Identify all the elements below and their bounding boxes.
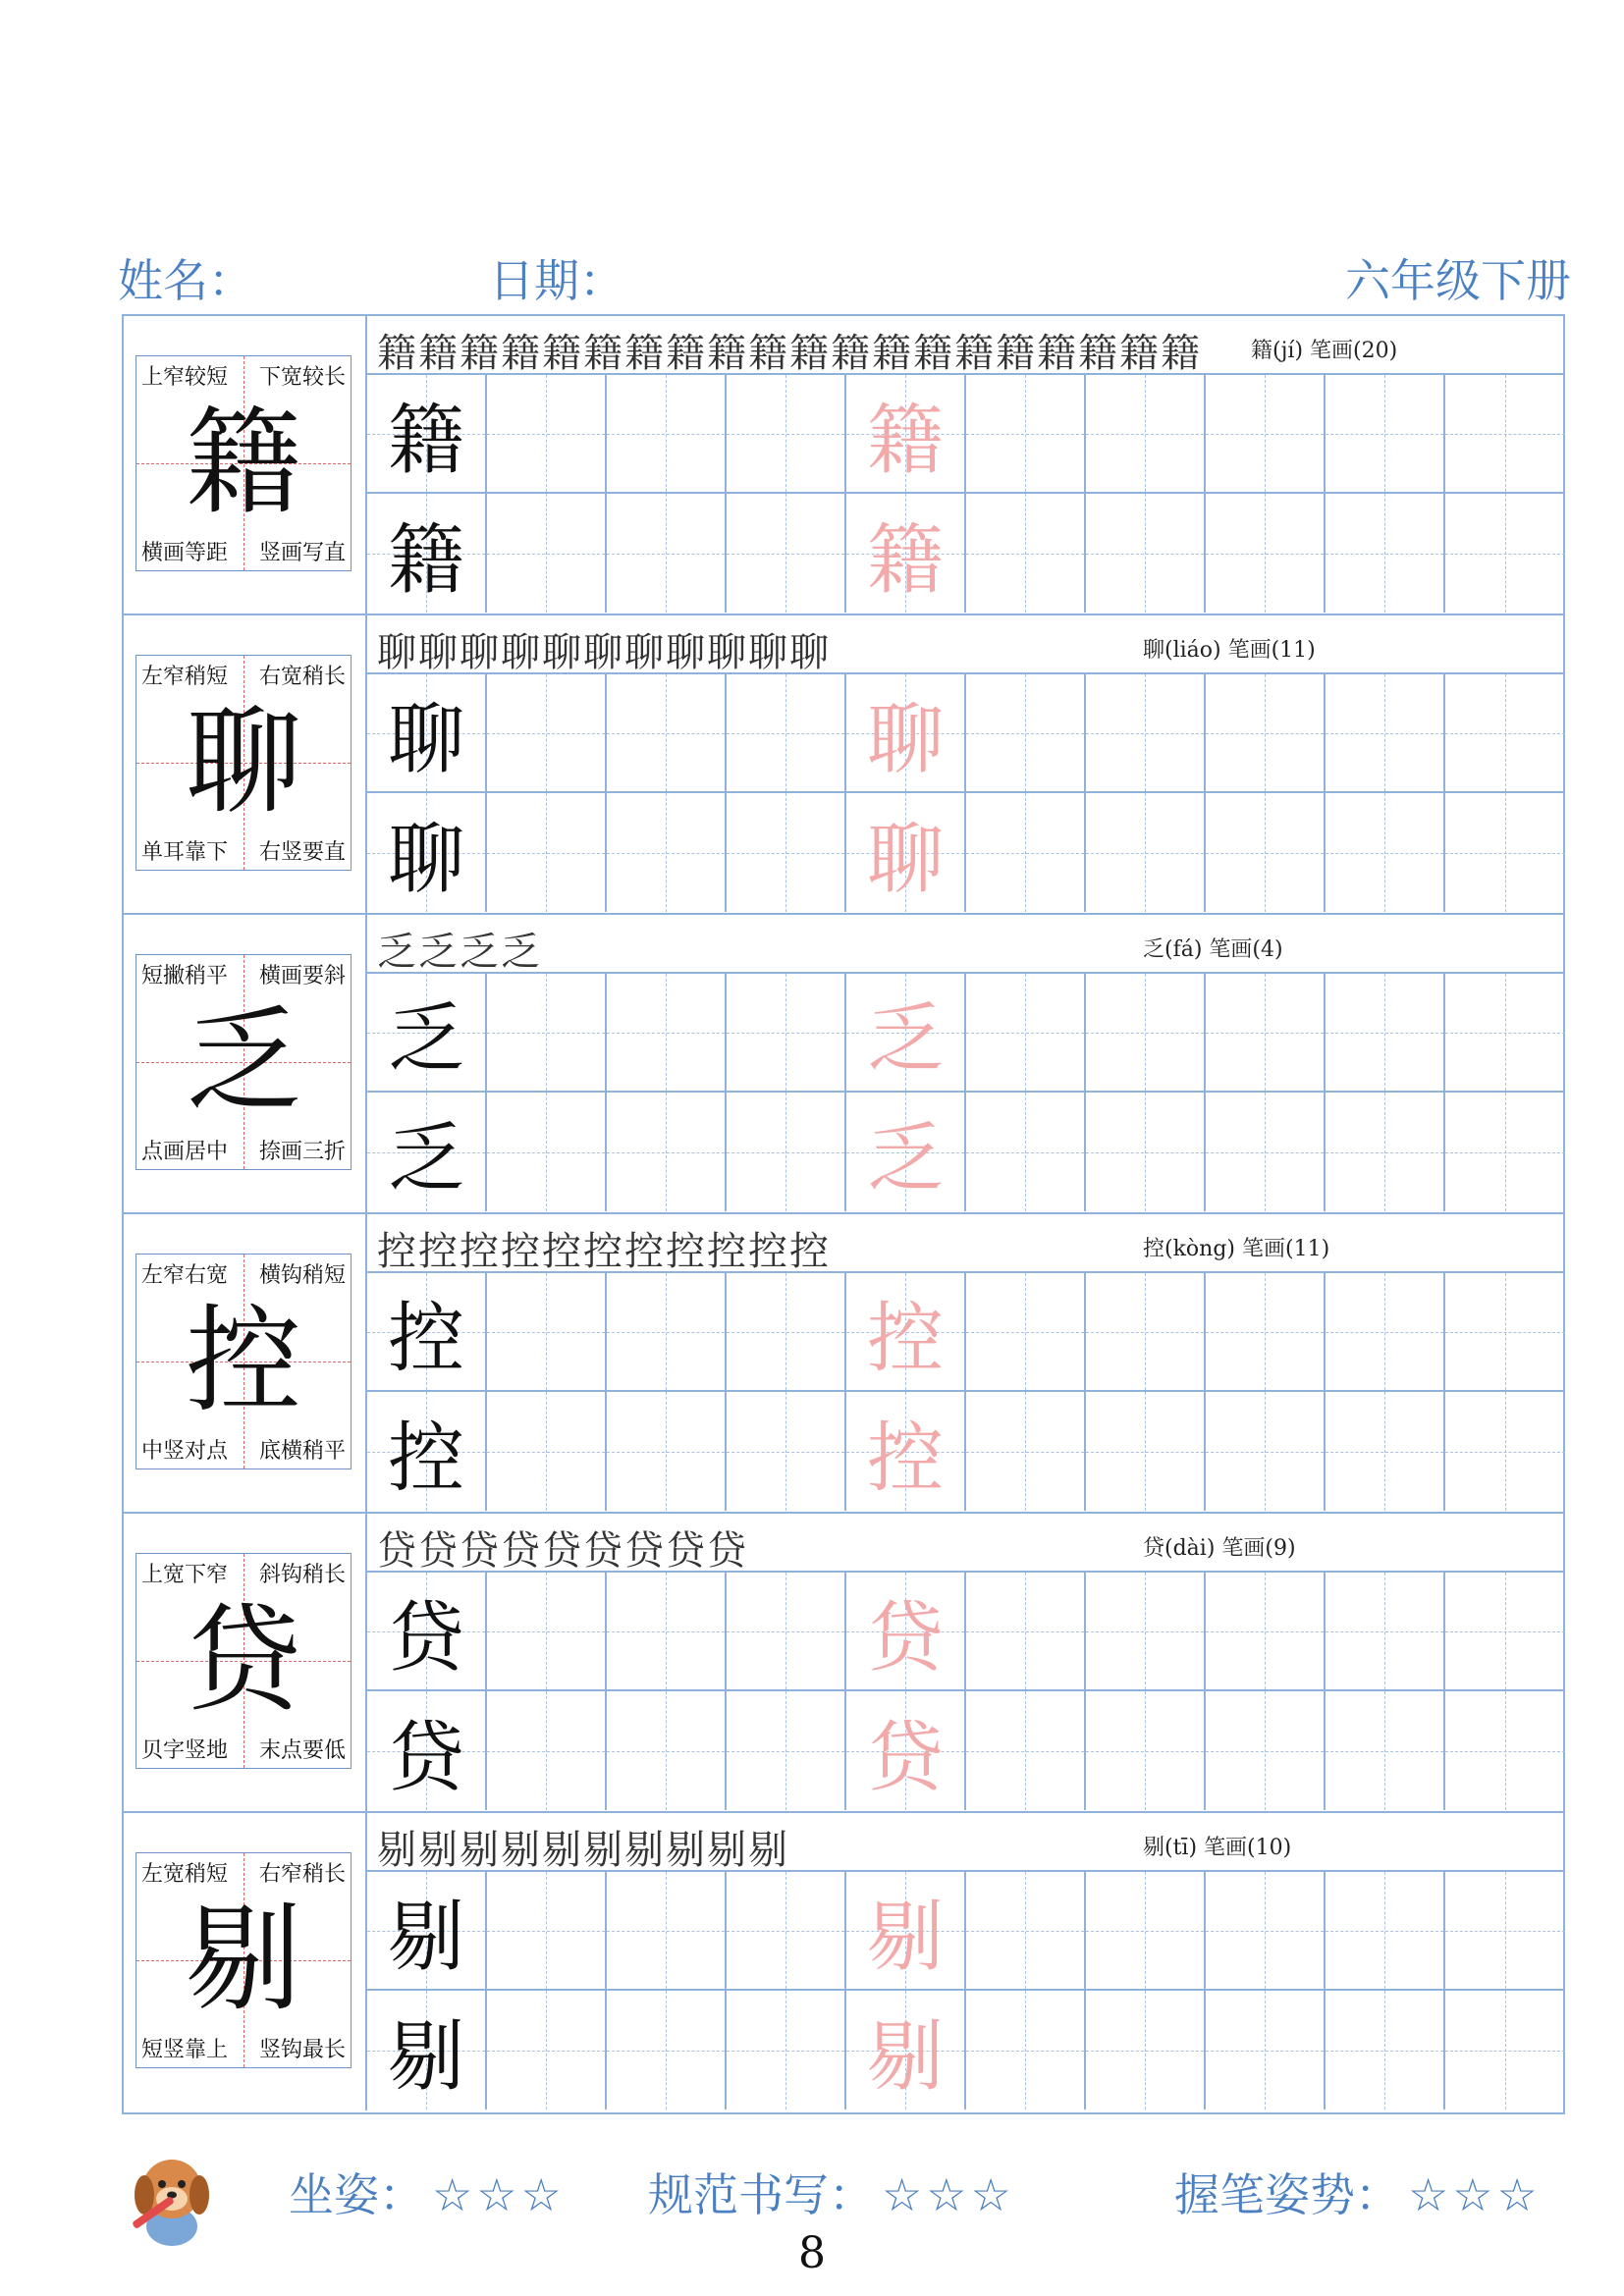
writing-cell[interactable]	[727, 1691, 846, 1810]
writing-cell[interactable]	[1206, 1573, 1326, 1691]
stroke-order: 控控控控控控控控控控控	[377, 1229, 831, 1274]
tianzige-grid	[367, 974, 1565, 1212]
writing-tip: 下宽较长	[257, 360, 348, 391]
writing-cell[interactable]	[1326, 1392, 1445, 1511]
writing-cell[interactable]	[966, 1573, 1086, 1691]
writing-cell[interactable]	[607, 494, 727, 613]
character-block	[124, 915, 1563, 1214]
writing-cell[interactable]	[607, 674, 727, 793]
writing-tip: 左窄稍短	[139, 660, 230, 690]
writing-cell[interactable]	[1086, 674, 1206, 793]
writing-cell[interactable]	[607, 1991, 727, 2109]
writing-cell[interactable]	[1445, 1573, 1565, 1691]
writing-cell[interactable]	[367, 1392, 487, 1511]
tianzige-grid	[367, 375, 1565, 614]
writing-tip: 末点要低	[257, 1734, 348, 1764]
writing-tip: 左宽稍短	[139, 1857, 230, 1888]
writing-cell[interactable]	[966, 674, 1086, 793]
writing-cell[interactable]	[1206, 1991, 1326, 2109]
model-character: 控	[387, 1294, 464, 1383]
stroke-order-strip	[367, 615, 1563, 674]
writing-cell[interactable]	[846, 1392, 966, 1511]
writing-tip: 横钩稍短	[257, 1258, 348, 1289]
posture-stars[interactable]: ☆☆☆	[432, 2168, 566, 2221]
writing-tip: 上宽下窄	[139, 1558, 230, 1588]
trace-character: 乏	[866, 994, 944, 1084]
writing-tip: 横画要斜	[257, 959, 348, 989]
writing-cell[interactable]	[1206, 494, 1326, 613]
writing-cell[interactable]	[1206, 793, 1326, 912]
worksheet-header	[118, 245, 1571, 314]
character-guide-box	[135, 1553, 352, 1769]
writing-cell[interactable]	[1086, 1691, 1206, 1810]
writing-cell[interactable]	[727, 1573, 846, 1691]
writing-cell[interactable]	[727, 674, 846, 793]
writing-cell[interactable]	[727, 1991, 846, 2109]
stroke-order-strip	[367, 1813, 1563, 1872]
writing-cell[interactable]	[727, 1392, 846, 1511]
writing-cell[interactable]	[727, 494, 846, 613]
writing-tip: 右竖要直	[257, 835, 348, 866]
guide-character: 控	[185, 1293, 301, 1428]
trace-character: 控	[866, 1294, 944, 1383]
writing-cell[interactable]	[966, 375, 1086, 494]
writing-cell[interactable]	[487, 494, 607, 613]
posture-label: 坐姿：	[289, 2168, 424, 2221]
writing-cell[interactable]	[367, 1991, 487, 2109]
writing-cell[interactable]	[367, 1691, 487, 1810]
pinyin-stroke-count: 控(kòng) 笔画(11)	[1143, 1237, 1330, 1261]
writing-cell[interactable]	[727, 1872, 846, 1991]
writing-cell[interactable]	[1445, 1392, 1565, 1511]
writing-cell[interactable]	[846, 1273, 966, 1392]
model-character: 籍	[387, 396, 464, 485]
character-guide-box	[135, 655, 352, 871]
writing-cell[interactable]	[607, 974, 727, 1093]
writing-cell[interactable]	[1206, 974, 1326, 1093]
trace-character: 贷	[866, 1713, 944, 1802]
writing-cell[interactable]	[487, 1691, 607, 1810]
trace-character: 聊	[866, 815, 944, 904]
writing-cell[interactable]	[1326, 1093, 1445, 1211]
writing-tip: 竖钩最长	[257, 2033, 348, 2063]
writing-cell[interactable]	[367, 1573, 487, 1691]
writing-cell[interactable]	[1445, 1991, 1565, 2109]
writing-tip: 短撇稍平	[139, 959, 230, 989]
writing-cell[interactable]	[1445, 494, 1565, 613]
writing-cell[interactable]	[367, 1093, 487, 1211]
writing-tip: 右窄稍长	[257, 1857, 348, 1888]
writing-tip: 底横稍平	[257, 1434, 348, 1465]
tianzige-grid	[367, 1573, 1565, 1811]
writing-cell[interactable]	[1086, 494, 1206, 613]
page-number: 8	[798, 2228, 826, 2278]
writing-cell[interactable]	[367, 1872, 487, 1991]
name-label: 姓名：	[118, 254, 253, 307]
writing-tip: 上窄较短	[139, 360, 230, 391]
writing-cell[interactable]	[487, 1273, 607, 1392]
practice-area	[365, 615, 1563, 913]
trace-character: 贷	[866, 1593, 944, 1682]
writing-cell[interactable]	[487, 1872, 607, 1991]
writing-cell[interactable]	[1086, 1573, 1206, 1691]
writing-cell[interactable]	[1445, 1691, 1565, 1810]
pinyin-stroke-count: 剔(tī) 笔画(10)	[1143, 1836, 1292, 1860]
writing-cell[interactable]	[367, 793, 487, 912]
writing-cell[interactable]	[727, 1273, 846, 1392]
writing-cell[interactable]	[966, 1872, 1086, 1991]
character-block	[124, 1214, 1563, 1514]
writing-label: 规范书写：	[648, 2168, 874, 2221]
tianzige-grid	[367, 1273, 1565, 1512]
writing-cell[interactable]	[846, 793, 966, 912]
stroke-order: 籍籍籍籍籍籍籍籍籍籍籍籍籍籍籍籍籍籍籍籍	[377, 331, 1202, 376]
practice-area	[365, 915, 1563, 1212]
stroke-order-strip	[367, 915, 1563, 974]
model-character: 贷	[387, 1713, 464, 1802]
writing-tip: 中竖对点	[139, 1434, 230, 1465]
model-character: 聊	[387, 815, 464, 904]
model-character: 贷	[387, 1593, 464, 1682]
writing-cell[interactable]	[727, 974, 846, 1093]
writing-cell[interactable]	[367, 494, 487, 613]
writing-cell[interactable]	[846, 974, 966, 1093]
writing-cell[interactable]	[846, 494, 966, 613]
writing-cell[interactable]	[367, 375, 487, 494]
stroke-order-strip	[367, 1214, 1563, 1273]
writing-tip: 捺画三折	[257, 1135, 348, 1165]
writing-cell[interactable]	[846, 1991, 966, 2109]
writing-cell[interactable]	[487, 1573, 607, 1691]
stroke-order-strip	[367, 1514, 1563, 1573]
practice-area	[365, 1214, 1563, 1512]
guide-character: 聊	[185, 694, 301, 829]
writing-cell[interactable]	[966, 1273, 1086, 1392]
writing-cell[interactable]	[607, 1691, 727, 1810]
writing-cell[interactable]	[727, 1093, 846, 1211]
writing-cell[interactable]	[607, 793, 727, 912]
stroke-order: 聊聊聊聊聊聊聊聊聊聊聊	[377, 630, 831, 675]
writing-cell[interactable]	[1326, 1691, 1445, 1810]
writing-cell[interactable]	[846, 1872, 966, 1991]
writing-cell[interactable]	[1445, 793, 1565, 912]
writing-cell[interactable]	[1086, 793, 1206, 912]
posture-score	[289, 2160, 566, 2224]
writing-cell[interactable]	[487, 375, 607, 494]
writing-cell[interactable]	[966, 974, 1086, 1093]
writing-cell[interactable]	[1086, 974, 1206, 1093]
writing-cell[interactable]	[607, 375, 727, 494]
grip-score	[1174, 2160, 1542, 2224]
writing-tip: 竖画写直	[257, 536, 348, 566]
model-character: 乏	[387, 994, 464, 1084]
writing-cell[interactable]	[1206, 674, 1326, 793]
date-label: 日期：	[489, 254, 624, 307]
trace-character: 乏	[866, 1114, 944, 1203]
writing-cell[interactable]	[487, 793, 607, 912]
pinyin-stroke-count: 乏(fá) 笔画(4)	[1143, 937, 1283, 962]
writing-cell[interactable]	[1086, 1273, 1206, 1392]
writing-cell[interactable]	[1206, 1872, 1326, 1991]
character-guide-box	[135, 355, 352, 571]
writing-tip: 左窄右宽	[139, 1258, 230, 1289]
writing-cell[interactable]	[367, 1273, 487, 1392]
writing-cell[interactable]	[1206, 375, 1326, 494]
writing-cell[interactable]	[1326, 1273, 1445, 1392]
writing-cell[interactable]	[607, 1573, 727, 1691]
writing-cell[interactable]	[966, 1691, 1086, 1810]
writing-cell[interactable]	[607, 1273, 727, 1392]
writing-cell[interactable]	[1326, 375, 1445, 494]
writing-cell[interactable]	[607, 1093, 727, 1211]
writing-cell[interactable]	[1086, 1093, 1206, 1211]
writing-cell[interactable]	[487, 1991, 607, 2109]
pinyin-stroke-count: 聊(liáo) 笔画(11)	[1143, 638, 1316, 663]
writing-cell[interactable]	[487, 974, 607, 1093]
writing-cell[interactable]	[487, 674, 607, 793]
writing-cell[interactable]	[1326, 494, 1445, 613]
pinyin-stroke-count: 贷(dài) 笔画(9)	[1143, 1536, 1296, 1561]
writing-cell[interactable]	[1206, 1093, 1326, 1211]
writing-cell[interactable]	[966, 494, 1086, 613]
trace-character: 籍	[866, 515, 944, 605]
grade-label: 六年级下册	[1345, 254, 1571, 307]
trace-character: 控	[866, 1414, 944, 1503]
model-character: 剔	[387, 1893, 464, 1982]
guide-character: 剔	[185, 1892, 301, 2027]
writing-tip: 贝字竖地	[139, 1734, 230, 1764]
writing-cell[interactable]	[1326, 1872, 1445, 1991]
writing-cell[interactable]	[846, 674, 966, 793]
writing-cell[interactable]	[487, 1093, 607, 1211]
writing-tip: 斜钩稍长	[257, 1558, 348, 1588]
tianzige-grid	[367, 1872, 1565, 2110]
writing-cell[interactable]	[1326, 974, 1445, 1093]
writing-tip: 右宽稍长	[257, 660, 348, 690]
writing-cell[interactable]	[727, 375, 846, 494]
writing-cell[interactable]	[607, 1392, 727, 1511]
character-block	[124, 316, 1563, 615]
writing-cell[interactable]	[1445, 1872, 1565, 1991]
writing-cell[interactable]	[966, 793, 1086, 912]
stroke-order: 乏乏乏乏	[377, 930, 542, 975]
model-character: 乏	[387, 1114, 464, 1203]
model-character: 籍	[387, 515, 464, 605]
writing-cell[interactable]	[607, 1872, 727, 1991]
writing-cell[interactable]	[966, 1991, 1086, 2109]
trace-character: 剔	[866, 2012, 944, 2102]
practice-area	[365, 1514, 1563, 1811]
guide-character: 籍	[185, 395, 301, 530]
practice-area	[365, 316, 1563, 614]
writing-tip: 单耳靠下	[139, 835, 230, 866]
writing-cell[interactable]	[1445, 375, 1565, 494]
writing-cell[interactable]	[367, 974, 487, 1093]
writing-cell[interactable]	[1326, 1991, 1445, 2109]
writing-cell[interactable]	[1445, 1273, 1565, 1392]
writing-cell[interactable]	[1086, 375, 1206, 494]
writing-cell[interactable]	[727, 793, 846, 912]
writing-cell[interactable]	[966, 1392, 1086, 1511]
character-guide-box	[135, 1254, 352, 1469]
writing-cell[interactable]	[367, 674, 487, 793]
writing-cell[interactable]	[1326, 674, 1445, 793]
stroke-order-strip	[367, 316, 1563, 375]
writing-tip: 点画居中	[139, 1135, 230, 1165]
character-guide-box	[135, 954, 352, 1170]
tianzige-grid	[367, 674, 1565, 913]
writing-cell[interactable]	[846, 1691, 966, 1810]
writing-cell[interactable]	[846, 1093, 966, 1211]
trace-character: 剔	[866, 1893, 944, 1982]
writing-cell[interactable]	[846, 1573, 966, 1691]
writing-score	[648, 2160, 1015, 2224]
writing-cell[interactable]	[1206, 1273, 1326, 1392]
writing-cell[interactable]	[1086, 1991, 1206, 2109]
guide-character: 贷	[185, 1592, 301, 1728]
character-block	[124, 1813, 1563, 2112]
writing-tip: 短竖靠上	[139, 2033, 230, 2063]
character-guide-box	[135, 1852, 352, 2068]
stroke-order: 贷贷贷贷贷贷贷贷贷	[377, 1528, 748, 1574]
writing-stars[interactable]: ☆☆☆	[882, 2168, 1015, 2221]
trace-character: 聊	[866, 695, 944, 784]
practice-sheet	[122, 314, 1565, 2114]
model-character: 剔	[387, 2012, 464, 2102]
character-block	[124, 1514, 1563, 1813]
model-character: 控	[387, 1414, 464, 1503]
writing-cell[interactable]	[846, 375, 966, 494]
character-block	[124, 615, 1563, 915]
model-character: 聊	[387, 695, 464, 784]
guide-character: 乏	[185, 993, 301, 1129]
writing-cell[interactable]	[966, 1093, 1086, 1211]
writing-cell[interactable]	[487, 1392, 607, 1511]
writing-cell[interactable]	[1326, 1573, 1445, 1691]
writing-cell[interactable]	[1326, 793, 1445, 912]
pinyin-stroke-count: 籍(jí) 笔画(20)	[1251, 339, 1398, 363]
writing-tip: 横画等距	[139, 536, 230, 566]
writing-cell[interactable]	[1086, 1872, 1206, 1991]
writing-cell[interactable]	[1445, 674, 1565, 793]
writing-cell[interactable]	[1086, 1392, 1206, 1511]
stroke-order: 剔剔剔剔剔剔剔剔剔剔	[377, 1828, 789, 1873]
writing-cell[interactable]	[1445, 974, 1565, 1093]
grip-stars[interactable]: ☆☆☆	[1408, 2168, 1542, 2221]
trace-character: 籍	[866, 396, 944, 485]
writing-cell[interactable]	[1206, 1691, 1326, 1810]
grip-label: 握笔姿势：	[1174, 2168, 1400, 2221]
practice-area	[365, 1813, 1563, 2110]
writing-cell[interactable]	[1445, 1093, 1565, 1211]
writing-cell[interactable]	[1206, 1392, 1326, 1511]
